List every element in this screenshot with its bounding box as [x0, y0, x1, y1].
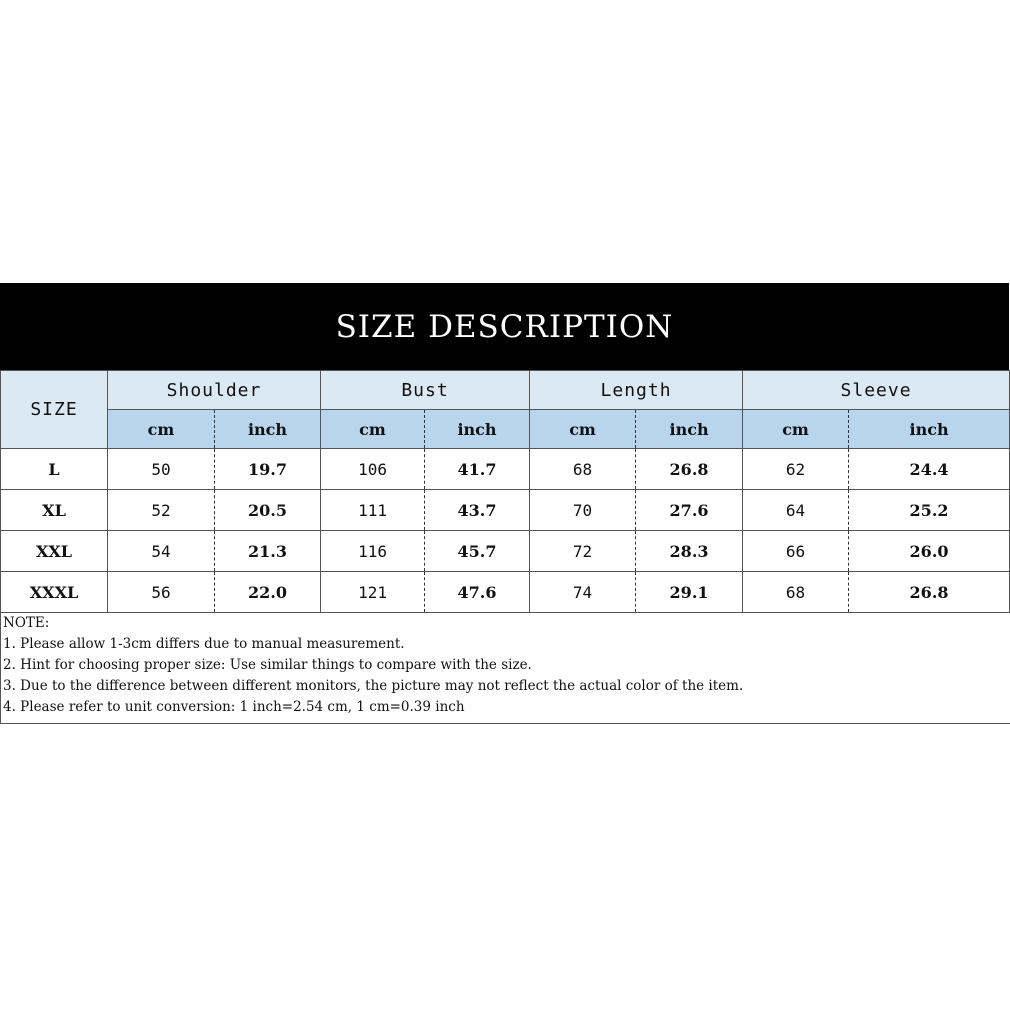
shoulder-cm-cell: 50 [108, 449, 215, 490]
bust-cm-cell: 116 [321, 531, 425, 572]
shoulder-cm-cell: 56 [108, 572, 215, 613]
sleeve-cm-cell: 64 [743, 490, 849, 531]
shoulder-inch-cell: 20.5 [215, 490, 321, 531]
unit-header-inch: inch [215, 410, 321, 449]
sleeve-inch-cell: 25.2 [849, 490, 1010, 531]
length-inch-cell: 29.1 [636, 572, 743, 613]
unit-header-cm: cm [743, 410, 849, 449]
bust-cm-cell: 111 [321, 490, 425, 531]
table-row [1, 490, 1010, 531]
bust-inch-cell: 43.7 [425, 490, 530, 531]
size-cell: XXL [1, 531, 108, 572]
table-row [1, 449, 1010, 490]
length-cm-cell: 74 [530, 572, 636, 613]
shoulder-cm-cell: 52 [108, 490, 215, 531]
shoulder-inch-cell: 19.7 [215, 449, 321, 490]
length-cm-cell: 72 [530, 531, 636, 572]
unit-header-cm: cm [108, 410, 215, 449]
shoulder-cm-cell: 54 [108, 531, 215, 572]
chart-title-bar [0, 283, 1009, 370]
length-inch-cell: 28.3 [636, 531, 743, 572]
note-item: 3. Due to the difference between different monitors, the picture may not reflect the actual color of the item. [3, 678, 744, 694]
shoulder-inch-cell: 21.3 [215, 531, 321, 572]
notes-heading: NOTE: [3, 615, 50, 631]
size-chart [0, 283, 1009, 724]
notes-section [0, 613, 1010, 724]
bust-cm-cell: 121 [321, 572, 425, 613]
size-cell: L [1, 449, 108, 490]
length-inch-cell: 26.8 [636, 449, 743, 490]
unit-header-row [1, 410, 1010, 449]
sleeve-cm-cell: 68 [743, 572, 849, 613]
group-header-length: Length [530, 371, 743, 410]
bust-inch-cell: 41.7 [425, 449, 530, 490]
table-row [1, 531, 1010, 572]
unit-header-inch: inch [425, 410, 530, 449]
bust-cm-cell: 106 [321, 449, 425, 490]
note-item: 4. Please refer to unit conversion: 1 inch=2.54 cm, 1 cm=0.39 inch [3, 699, 465, 715]
size-column-header: SIZE [1, 371, 108, 449]
table-row [1, 572, 1010, 613]
group-header-row [1, 371, 1010, 410]
unit-header-cm: cm [530, 410, 636, 449]
unit-header-cm: cm [321, 410, 425, 449]
shoulder-inch-cell: 22.0 [215, 572, 321, 613]
size-table [0, 370, 1010, 613]
unit-header-inch: inch [849, 410, 1010, 449]
size-cell: XL [1, 490, 108, 531]
length-cm-cell: 68 [530, 449, 636, 490]
sleeve-inch-cell: 26.0 [849, 531, 1010, 572]
sleeve-inch-cell: 26.8 [849, 572, 1010, 613]
note-item: 2. Hint for choosing proper size: Use similar things to compare with the size. [3, 657, 532, 673]
size-cell: XXXL [1, 572, 108, 613]
group-header-sleeve: Sleeve [743, 371, 1010, 410]
chart-title: SIZE DESCRIPTION [335, 308, 674, 345]
sleeve-cm-cell: 66 [743, 531, 849, 572]
bust-inch-cell: 45.7 [425, 531, 530, 572]
sleeve-cm-cell: 62 [743, 449, 849, 490]
bust-inch-cell: 47.6 [425, 572, 530, 613]
sleeve-inch-cell: 24.4 [849, 449, 1010, 490]
length-inch-cell: 27.6 [636, 490, 743, 531]
note-item: 1. Please allow 1-3cm differs due to manual measurement. [3, 636, 405, 652]
group-header-shoulder: Shoulder [108, 371, 321, 410]
group-header-bust: Bust [321, 371, 530, 410]
unit-header-inch: inch [636, 410, 743, 449]
length-cm-cell: 70 [530, 490, 636, 531]
